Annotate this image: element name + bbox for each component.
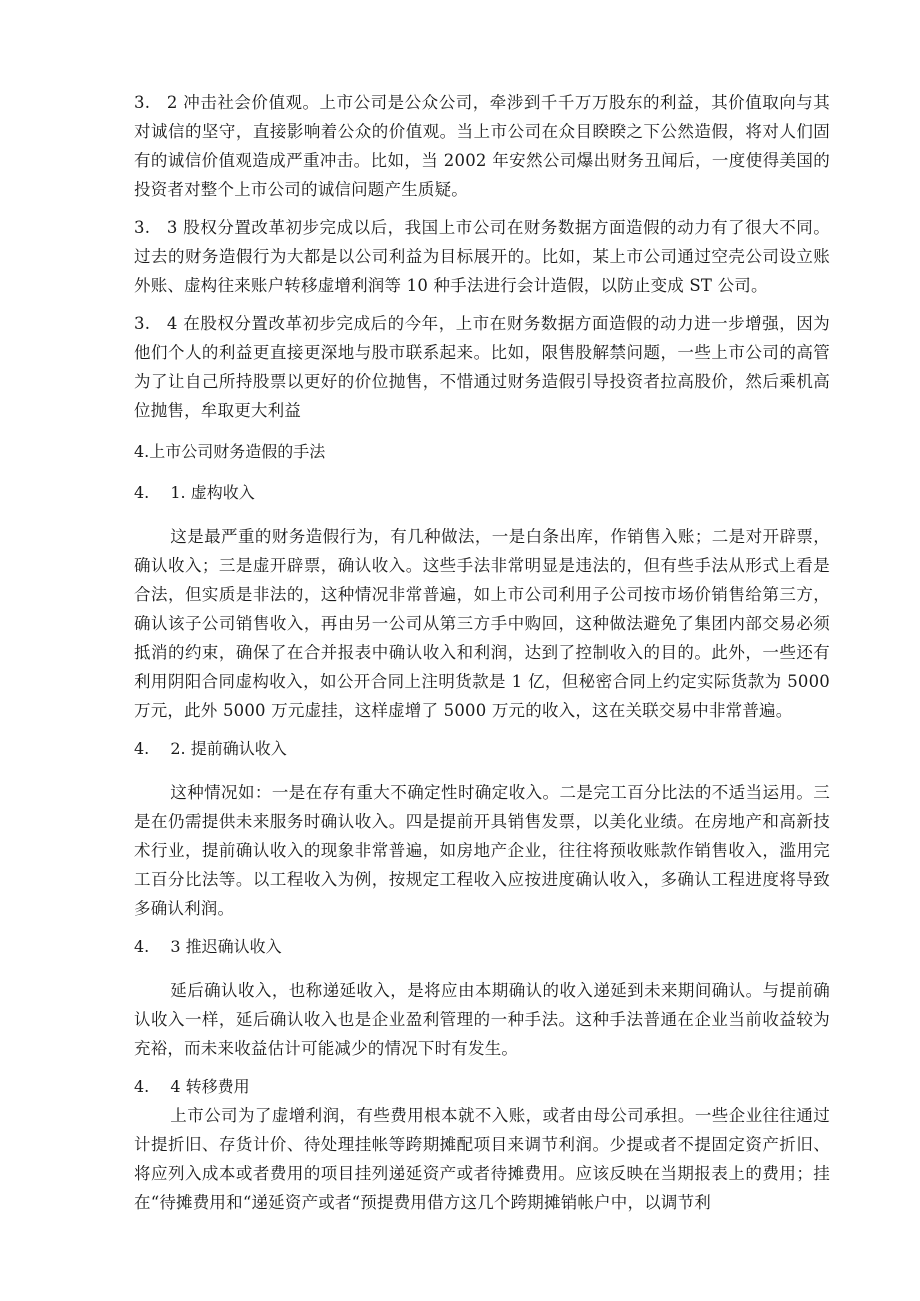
document-page bbox=[134, 88, 830, 1217]
subheading-4-3: 4. 3 推迟确认收入 bbox=[134, 937, 282, 956]
section-heading-4: 4.上市公司财务造假的手法 bbox=[134, 442, 326, 461]
paragraph-4-4: 上市公司为了虚增利润，有些费用根本就不入账，或者由母公司承担。一些企业往往通过计提折旧、存货计价、待处理挂帐等跨期摊配项目来调节利润。少提或者不提固定资产折旧、将应列入成本或者费用的项目挂列递延资产或者待摊费用。应该反映在当期报表上的费用；挂在“待摊费用和“递延资产或者“预提费用借方这几个跨期摊销帐户中，以调节利 bbox=[134, 1106, 830, 1212]
subheading-4-4: 4. 4 转移费用 bbox=[134, 1077, 250, 1096]
paragraph-3-4: 3. 4 在股权分置改革初步完成后的今年，上市在财务数据方面造假的动力进一步增强，因为他们个人的利益更直接更深地与股市联系起来。比如，限售股解禁问题，一些上市公司的高管为了让自己所持股票以更好的价位抛售，不惜通过财务造假引导投资者拉高股价，然后乘机高位抛售，牟取更大利益 bbox=[134, 314, 830, 420]
paragraph-3-3: 3. 3 股权分置改革初步完成以后，我国上市公司在财务数据方面造假的动力有了很大不同。过去的财务造假行为大都是以公司利益为目标展开的。比如，某上市公司通过空壳公司设立账外账、虚构往来账户转移虚增利润等 10 种手法进行会计造假，以防止变成 ST 公司。 bbox=[134, 218, 830, 295]
subheading-4-1: 4. 1. 虚构收入 bbox=[134, 483, 255, 502]
paragraph-3-2: 3. 2 冲击社会价值观。上市公司是公众公司，牵涉到千千万万股东的利益，其价值取向与其对诚信的坚守，直接影响着公众的价值观。当上市公司在众目睽睽之下公然造假，将对人们固有的诚信价值观造成严重冲击。比如，当 2002 年安然公司爆出财务丑闻后，一度使得美国的投资者对整个上市公司的诚信问题产生质疑。 bbox=[134, 93, 830, 199]
subheading-4-2: 4. 2. 提前确认收入 bbox=[134, 739, 287, 758]
paragraph-4-1: 这是最严重的财务造假行为，有几种做法，一是白条出库，作销售入账；二是对开辟票，确认收入；三是虚开辟票，确认收入。这些手法非常明显是违法的，但有些手法从形式上看是合法，但实质是非法的，这种情况非常普遍，如上市公司利用子公司按市场价销售给第三方，确认该子公司销售收入，再由另一公司从第三方手中购回，这种做法避免了集团内部交易必须抵消的约束，确保了在合并报表中确认收入和利润，达到了控制收入的目的。此外，一些还有利用阴阳合同虚构收入，如公开合同上注明货款是 1 亿，但秘密合同上约定实际货款为 5000 万元，此外 5000 万元虚挂，这样虚增了 5000 万元的收入，这在关联交易中非常普遍。 bbox=[134, 527, 830, 720]
paragraph-4-3: 延后确认收入，也称递延收入，是将应由本期确认的收入递延到未来期间确认。与提前确认收入一样，延后确认收入也是企业盈利管理的一种手法。这种手法普通在企业当前收益较为充裕，而未来收益估计可能减少的情况下时有发生。 bbox=[134, 981, 830, 1058]
paragraph-4-2: 这种情况如：一是在存有重大不确定性时确定收入。二是完工百分比法的不适当运用。三是在仍需提供未来服务时确认收入。四是提前开具销售发票，以美化业绩。在房地产和高新技术行业，提前确认收入的现象非常普遍，如房地产企业，往往将预收账款作销售收入，滥用完工百分比法等。以工程收入为例，按规定工程收入应按进度确认收入，多确认工程进度将导致多确认利润。 bbox=[134, 783, 830, 918]
